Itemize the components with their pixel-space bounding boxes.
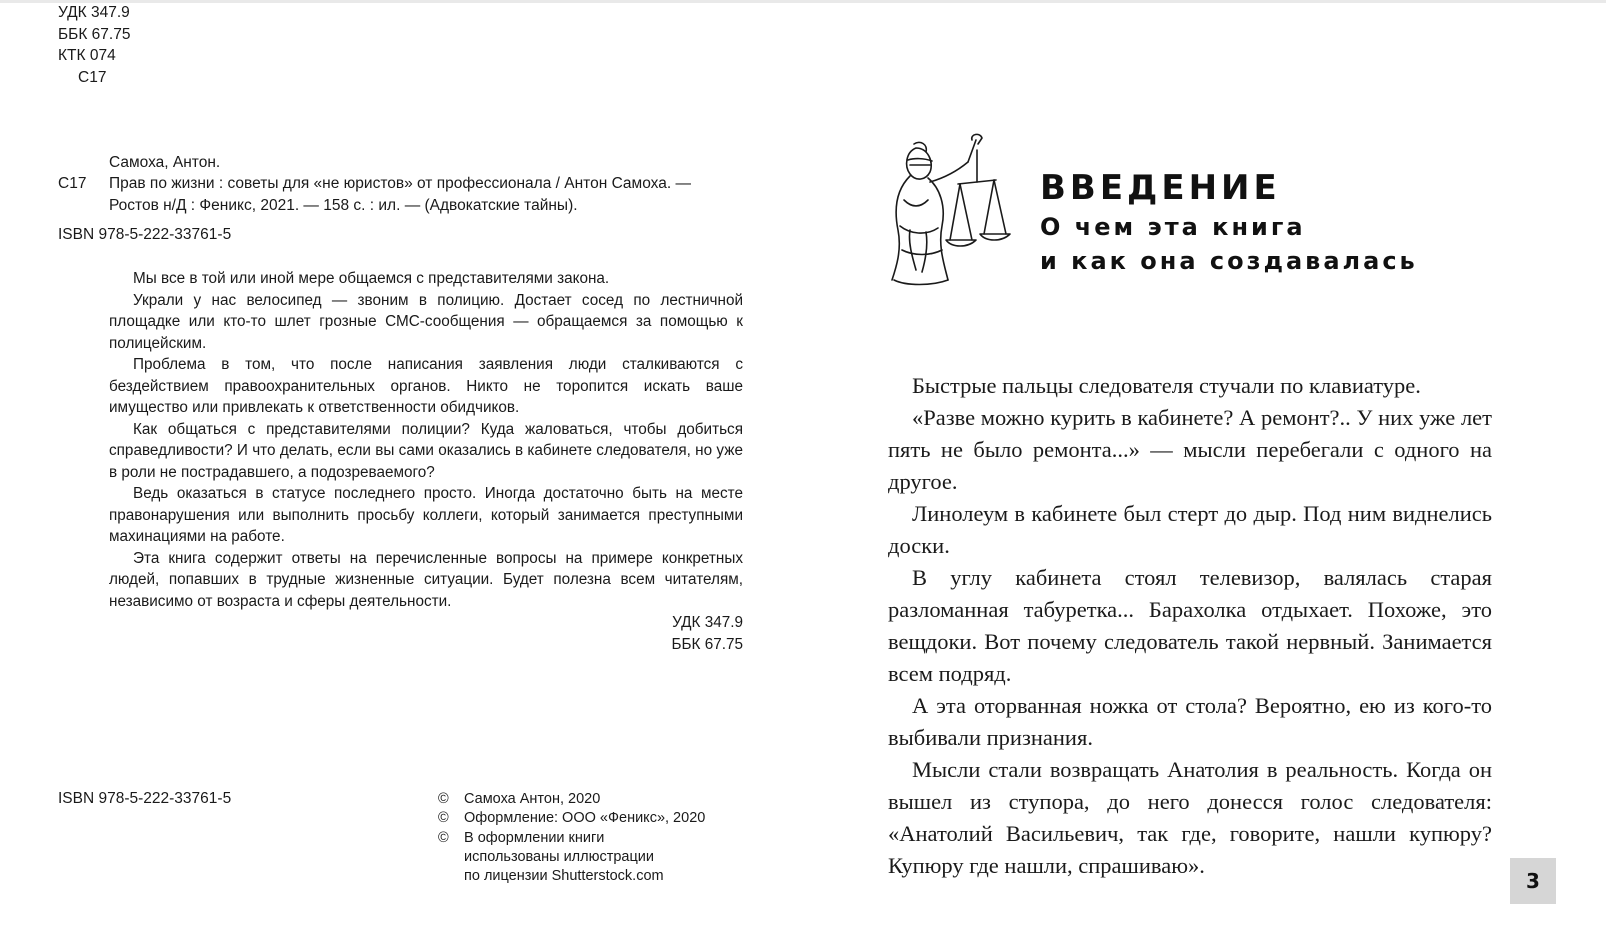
bib-record (109, 173, 749, 216)
bib-line-1: Прав по жизни : советы для «не юристов» от профессионала / Антон Самоха. — (109, 175, 691, 192)
top-edge-line (0, 0, 1606, 3)
chapter-subtitle-line-2: и как она создавалась (1040, 247, 1418, 275)
story-paragraph: Быстрые пальцы следователя стучали по клавиатуре. (912, 373, 1421, 398)
bib-isbn: ISBN 978-5-222-33761-5 (58, 226, 232, 243)
page-number: 3 (1510, 858, 1556, 904)
udk-code: УДК 347.9 (58, 4, 130, 21)
story-paragraph: В углу кабинета стоял телевизор, валялась старая разломанная табуретка... Барахолка отдыхает. Похоже, это вещдоки. Вот почему следователь такой нервный. Занимается всем подряд. (888, 565, 1492, 686)
bib-code: С17 (58, 175, 87, 192)
copyright-row (438, 790, 705, 809)
copyright-block (438, 790, 705, 886)
annotation-paragraph: Как общаться с представителями полиции? Куда жаловаться, чтобы добиться справедливости? И что делать, если вы сами оказались в кабинете следователя, но уже в роли не пострадавшего, а подозреваемого? (109, 420, 743, 481)
footer-isbn: ISBN 978-5-222-33761-5 (58, 790, 232, 807)
chapter-subtitle (1040, 210, 1418, 278)
copyright-icon: © (438, 791, 449, 807)
bbk-code: ББК 67.75 (58, 25, 131, 43)
chapter-title: ВВЕДЕНИЕ (1040, 168, 1281, 208)
copyright-text: Оформление: ООО «Феникс», 2020 (464, 810, 706, 827)
annotation-bbk: ББК 67.75 (671, 635, 743, 653)
copyright-row (438, 829, 705, 848)
copyright-text: В оформлении книги (464, 829, 605, 846)
annotation-paragraph: Украли у нас велосипед — звоним в полицию. Достает сосед по лестничной площадке или кто-то шлет грозные СМС-сообщения — обращаемся за помощью к полицейским. (109, 291, 743, 352)
copyright-text: использованы иллюстрации (464, 848, 654, 865)
copyright-row (438, 809, 705, 828)
copyright-icon: © (438, 810, 449, 827)
copyright-text: Самоха Антон, 2020 (464, 791, 601, 807)
copyright-text: по лицензии Shutterstock.com (464, 868, 664, 885)
author-mark: С17 (78, 68, 107, 86)
copyright-row (438, 867, 705, 886)
chapter-body (888, 370, 1492, 882)
annotation-paragraph: Эта книга содержит ответы на перечисленные вопросы на примере конкретных людей, попавших в трудные жизненные ситуации. Будет полезна всем читателям, независимо от возраста и сферы деятельности. (109, 549, 743, 610)
annotation-paragraph: Ведь оказаться в статусе последнего просто. Иногда достаточно быть на месте правонарушения или выполнить просьбу коллеги, который занимается преступными махинациями на работе. (109, 485, 743, 545)
story-paragraph: А эта оторванная ножка от стола? Вероятно, ею из кого-то выбивали признания. (888, 693, 1492, 750)
annotation (109, 268, 743, 655)
bib-line-2: Ростов н/Д : Феникс, 2021. — 158 с. : ил. — (Адвокатские тайны). (109, 196, 578, 214)
story-paragraph: Линолеум в кабинете был стерт до дыр. Под ним виднелись доски. (888, 501, 1492, 558)
annotation-udk: УДК 347.9 (672, 614, 743, 631)
story-paragraph: «Разве можно курить в кабинете? А ремонт?.. У них уже лет пять не было ремонта...» — мысли перебегали с одного на другое. (888, 405, 1492, 494)
bib-author: Самоха, Антон. (109, 154, 221, 171)
lady-justice-icon (886, 130, 1026, 290)
copyright-row (438, 848, 705, 867)
chapter-subtitle-line-1: О чем эта книга (1040, 213, 1306, 241)
story-paragraph: Мысли стали возвращать Анатолия в реальность. Когда он вышел из ступора, до него донесся голос следователя: «Анатолий Васильевич, так где, говорите, нашли купюру? Купюру где нашли, спрашиваю». (888, 757, 1492, 878)
annotation-paragraph: Мы все в той или иной мере общаемся с представителями закона. (133, 270, 610, 287)
annotation-paragraph: Проблема в том, что после написания заявления люди сталкиваются с бездействием правоохранительных органов. Никто не торопится искать ваше имущество или привлекать к ответственности обидчиков. (109, 356, 743, 416)
classification-block (58, 2, 130, 88)
ktk-code: КТК 074 (58, 47, 116, 64)
copyright-icon: © (438, 829, 449, 846)
